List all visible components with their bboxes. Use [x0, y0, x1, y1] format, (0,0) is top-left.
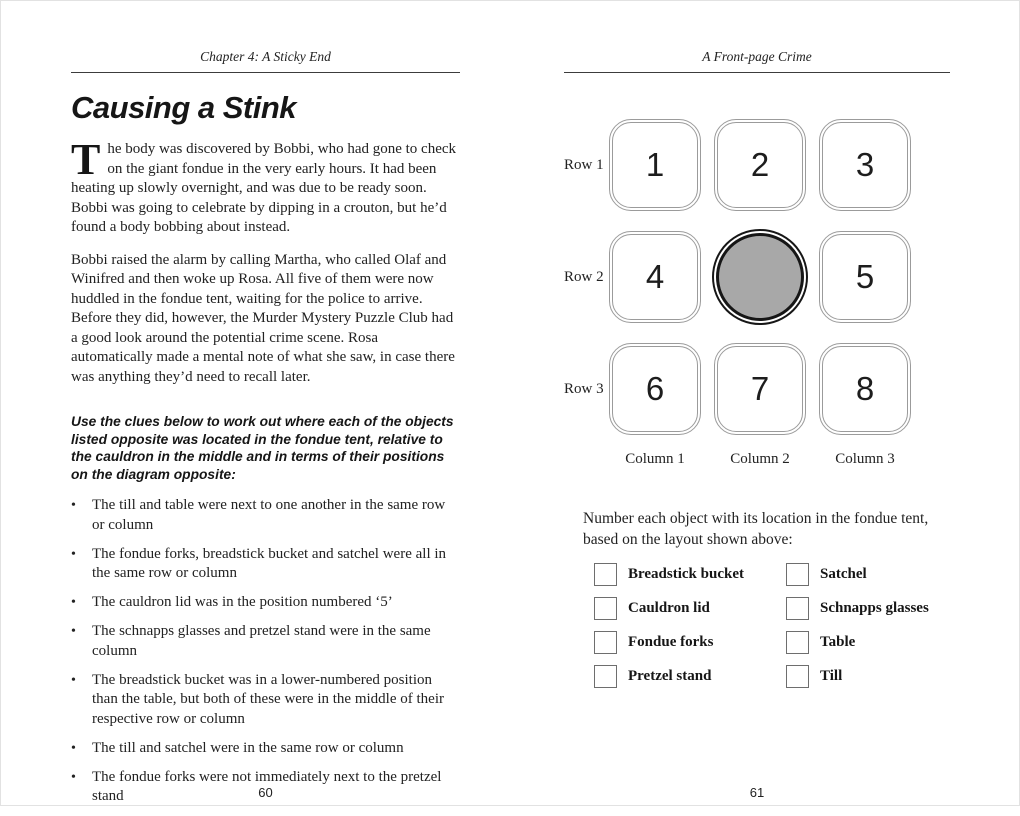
clue-text: The breadstick bucket was in a lower-numbered position than the table, but both of these were in the middle of their respective row or column [92, 671, 444, 727]
paragraph-text: he body was discovered by Bobbi, who had gone to check on the giant fondue in the very early hours. It had been heating up slowly overnight, and was due to be ready soon. Bobbi was going to celebrate by dipping in a crouton, but he’d found a body bobbing about instead. [71, 141, 457, 235]
object-item [594, 631, 744, 654]
clue-text: The schnapps glasses and pretzel stand were in the same column [92, 623, 431, 659]
column-label-1: Column 1 [625, 451, 685, 467]
clue-list [71, 496, 460, 807]
grid-cell-3 [819, 119, 911, 211]
row-label-1: Row 1 [564, 156, 604, 173]
answer-box-satchel[interactable] [786, 563, 809, 586]
cell-number: 1 [645, 146, 665, 183]
intro-paragraph-2: Bobbi raised the alarm by calling Martha, who called Olaf and Winifred and then woke up Rosa. All five of them were now huddled in the fondue tent, waiting for the police to arrive. Before they did, however, the Murder Mystery Puzzle Club had a good look around the potential crime scene. Rosa automatically made a mental note of what she saw, in case there was anything they’d need to recall later. [71, 251, 455, 385]
object-label: Fondue forks [628, 634, 714, 650]
spacer [564, 451, 609, 468]
answer-instruction: Number each object with its location in the fondue tent, based on the layout shown above: [583, 510, 929, 548]
object-label: Cauldron lid [628, 600, 710, 616]
running-head-right [564, 49, 950, 73]
object-label: Till [820, 668, 843, 684]
grid-cell-4 [609, 231, 701, 323]
grid-cell-1 [609, 119, 701, 211]
cell-number: 8 [855, 370, 875, 407]
cell-number: 5 [855, 258, 875, 295]
page-number-right: 61 [749, 785, 765, 800]
grid-cell-cauldron [714, 231, 806, 323]
diagram-row-2 [564, 231, 950, 323]
column-label-2: Column 2 [730, 451, 790, 467]
answer-box-fondue-forks[interactable] [594, 631, 617, 654]
answer-box-till[interactable] [786, 665, 809, 688]
object-label: Satchel [820, 566, 867, 582]
clue-item [71, 739, 460, 759]
column-labels [564, 451, 950, 468]
grid-cell-7 [714, 343, 806, 435]
cell-number: 4 [645, 258, 665, 295]
grid-cell-2 [714, 119, 806, 211]
cell-number: 6 [645, 370, 665, 407]
object-item [594, 597, 744, 620]
object-column-right [786, 563, 929, 699]
grid-cell-6 [609, 343, 701, 435]
object-item [786, 597, 929, 620]
intro-paragraph-1 [71, 135, 460, 238]
clue-item [71, 545, 460, 584]
row-label-3: Row 3 [564, 380, 604, 397]
clue-text: The fondue forks were not immediately next to the pretzel stand [92, 768, 442, 804]
running-head-text: A Front-page Crime [702, 49, 812, 64]
puzzle-instructions: Use the clues below to work out where each of the objects listed opposite was located in the fondue tent, relative to the cauldron in the middle and in terms of their positions on the diagram opposite: [71, 414, 454, 482]
answer-box-pretzel-stand[interactable] [594, 665, 617, 688]
diagram-row-1 [564, 119, 950, 211]
clue-item [71, 671, 460, 730]
bullet-icon: • [71, 624, 76, 639]
right-page [564, 49, 950, 800]
page-number-left: 60 [258, 785, 273, 800]
answer-box-table[interactable] [786, 631, 809, 654]
bullet-icon: • [71, 595, 76, 610]
page-title: Causing a Stink [71, 90, 297, 125]
object-item [786, 563, 929, 586]
grid-cell-5 [819, 231, 911, 323]
cell-number: 7 [750, 370, 770, 407]
object-column-left [594, 563, 744, 699]
drop-cap: T [71, 135, 101, 184]
clue-item [71, 496, 460, 535]
grid-cell-8 [819, 343, 911, 435]
cell-number: 2 [750, 146, 770, 183]
object-label: Pretzel stand [628, 668, 712, 684]
running-head-text: Chapter 4: A Sticky End [200, 49, 331, 64]
clue-text: The till and table were next to one another in the same row or column [92, 497, 446, 533]
row-label-2: Row 2 [564, 268, 604, 285]
bullet-icon: • [71, 672, 76, 688]
clue-text: The till and satchel were in the same row or column [92, 739, 404, 756]
object-label: Schnapps glasses [820, 600, 929, 616]
bullet-icon: • [71, 769, 76, 785]
column-label-3: Column 3 [835, 451, 895, 467]
clue-item [71, 622, 460, 661]
object-answer-list [564, 563, 950, 703]
answer-box-schnapps-glasses[interactable] [786, 597, 809, 620]
running-head-left [71, 49, 460, 73]
fondue-tent-diagram [564, 119, 950, 468]
object-item [594, 665, 744, 688]
answer-box-breadstick-bucket[interactable] [594, 563, 617, 586]
object-label: Breadstick bucket [628, 566, 744, 582]
bullet-icon: • [71, 740, 76, 756]
object-item [786, 665, 929, 688]
cell-number: 3 [855, 146, 875, 183]
left-page [71, 49, 460, 816]
bullet-icon: • [71, 546, 76, 562]
diagram-row-3 [564, 343, 950, 435]
object-item [786, 631, 929, 654]
bullet-icon: • [71, 498, 76, 513]
object-label: Table [820, 634, 856, 650]
clue-item [71, 593, 460, 613]
clue-text: The cauldron lid was in the position numbered ‘5’ [92, 594, 393, 610]
answer-box-cauldron-lid[interactable] [594, 597, 617, 620]
object-item [594, 563, 744, 586]
cauldron-icon [716, 233, 804, 321]
clue-text: The fondue forks, breadstick bucket and satchel were all in the same row or column [92, 545, 447, 581]
